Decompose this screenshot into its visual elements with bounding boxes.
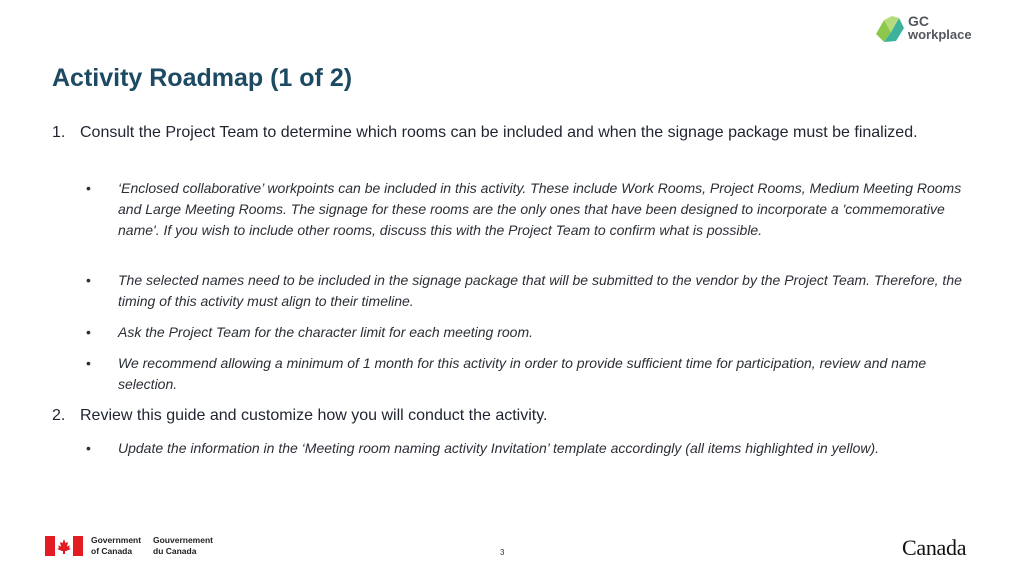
gc-workplace-wordmark — [908, 15, 972, 41]
gov-fr-signature — [153, 535, 213, 557]
slide-title: Activity Roadmap (1 of 2) — [52, 64, 353, 92]
bullet-dot: • — [86, 324, 91, 340]
gov-en-line1: Government — [91, 535, 142, 545]
workplace-label: workplace — [908, 27, 972, 42]
bullet-text: The selected names need to be included in the signage package that will be submitted to the vendor by the Project Team. Therefore, the timing of this activity must align to their timeline. — [118, 272, 962, 309]
bullet-dot: • — [86, 440, 91, 456]
bullet-dot: • — [86, 272, 91, 288]
canada-flag-icon — [45, 536, 83, 556]
canada-wordmark: Canada — [902, 535, 967, 560]
gov-en-line2: of Canada — [91, 546, 133, 556]
page-number: 3 — [500, 548, 505, 557]
gc-label: GC — [908, 13, 929, 29]
bullet-text: ‘Enclosed collaborative’ workpoints can be included in this activity. These include Work Rooms, Project Rooms, Medium Meeting Rooms and Large Meeting Rooms. The signage for these rooms are the only ones that have been designed to incorporate a 'commemorative name'. If you wish to include other rooms, discuss this with the Project Team to confirm what is possible. — [118, 180, 962, 238]
gc-workplace-leaf-icon — [874, 14, 906, 44]
gov-en-signature — [91, 535, 141, 557]
step-number: 1. — [52, 124, 66, 141]
gov-fr-line2: du Canada — [153, 546, 197, 556]
bullet-text: Ask the Project Team for the character limit for each meeting room. — [118, 324, 533, 340]
step-number: 2. — [52, 407, 66, 424]
gc-workplace-logo — [874, 14, 984, 46]
bullet-dot: • — [86, 355, 91, 371]
bullet-text: Update the information in the ‘Meeting room naming activity Invitation’ template accordingly (all items highlighted in yellow). — [118, 440, 880, 456]
bullet-dot: • — [86, 180, 91, 196]
bullet-text: We recommend allowing a minimum of 1 month for this activity in order to provide sufficient time for participation, review and name selection. — [118, 355, 927, 392]
step-text: Review this guide and customize how you will conduct the activity. — [80, 407, 548, 424]
step-text: Consult the Project Team to determine which rooms can be included and when the signage package must be finalized. — [80, 124, 918, 141]
gov-fr-line1: Gouvernement — [153, 535, 213, 545]
